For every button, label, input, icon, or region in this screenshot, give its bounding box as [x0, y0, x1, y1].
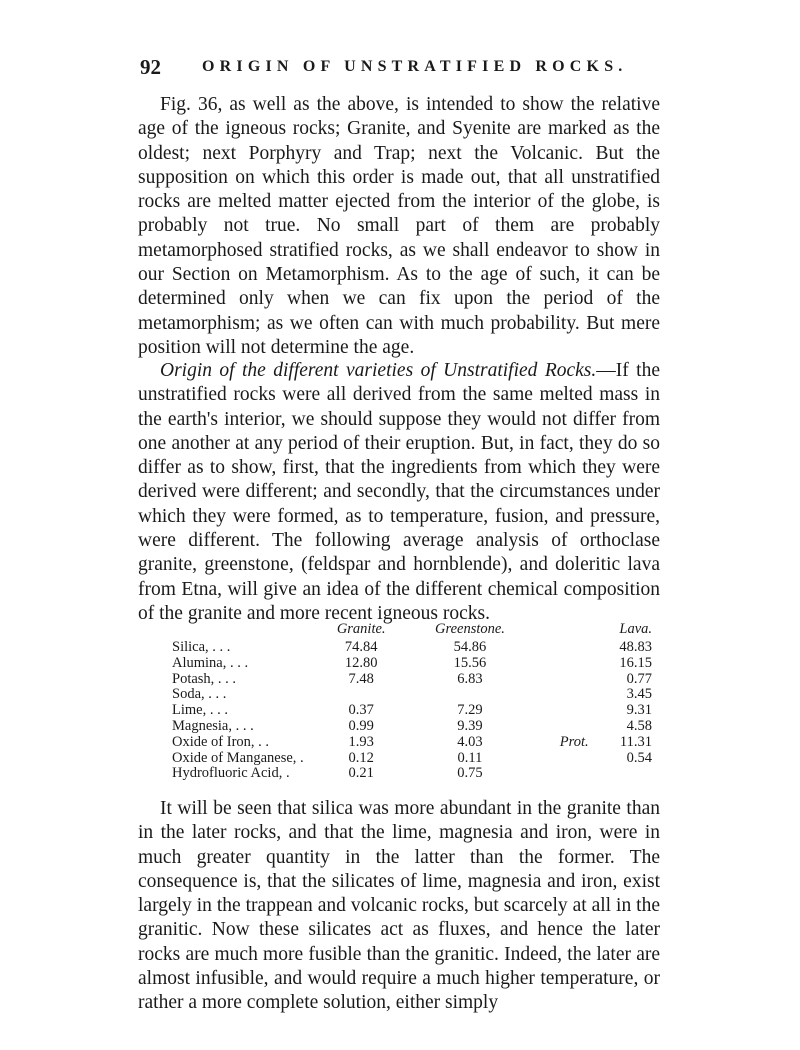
lava-value: 16.15 — [619, 654, 652, 671]
granite-value: 0.37 — [348, 702, 374, 719]
column-header-lava: Lava. — [619, 620, 652, 637]
column-header-greenstone: Greenstone. — [435, 620, 505, 637]
greenstone-value: 7.29 — [457, 702, 483, 719]
lava-value: 11.31 — [619, 733, 652, 750]
row-note — [539, 687, 592, 703]
lava-value: 4.58 — [626, 717, 652, 734]
granite-value: 0.21 — [348, 765, 374, 782]
column-header-note — [539, 620, 592, 640]
table-row — [172, 751, 652, 767]
greenstone-value: 54.86 — [453, 639, 487, 655]
table-header-row — [172, 620, 652, 640]
column-header-label — [172, 620, 322, 640]
page-number: 92 — [140, 55, 161, 79]
paragraph-text — [138, 359, 660, 626]
lava-value: 9.31 — [626, 702, 652, 719]
granite-value — [322, 687, 401, 703]
lava-value: 0.54 — [626, 749, 652, 766]
column-header-granite: Granite. — [336, 620, 386, 637]
section-heading: Origin of the different varieties of Unstratified Rocks. — [160, 360, 597, 381]
lava-value — [593, 766, 652, 782]
lava-value: 3.45 — [626, 686, 652, 703]
granite-value: 7.48 — [348, 670, 374, 687]
table-row — [172, 766, 652, 782]
granite-value: 1.93 — [348, 733, 374, 750]
paragraph-body: —If the unstratified rocks were all derived from the same melted mass in the earth's interior, we should suppose they would not differ from one another at any period of their eruption. But, in fact, they do so differ as to show, first, that the ingredients from which they were derived were different; and secondly, that the circumstances under which they were formed, as to temperature, fusion, and pressure, were different. The following average analysis of orthoclase granite, greenstone, (feldspar and hornblende), and doleritic lava from Etna, will give an idea of the different chemical composition of the granite and more recent igneous rocks. — [138, 360, 660, 624]
row-label: Hydrofluoric Acid, . — [172, 765, 290, 782]
row-label: Lime, . . . — [172, 702, 228, 719]
table-row — [172, 735, 652, 751]
composition-table — [172, 620, 652, 782]
row-label: Alumina, . . . — [172, 654, 249, 671]
row-note — [539, 719, 592, 735]
page-header — [140, 55, 680, 85]
table-row — [172, 672, 652, 688]
table-row — [172, 656, 652, 672]
row-label: Magnesia, . . . — [172, 717, 254, 734]
greenstone-value: 0.75 — [457, 765, 483, 782]
paragraph-silica-conclusion — [138, 797, 660, 1016]
granite-value: 0.12 — [348, 749, 374, 766]
granite-value: 12.80 — [344, 654, 378, 671]
granite-value: 0.99 — [348, 717, 374, 734]
row-label: Potash, . . . — [172, 670, 237, 687]
table-row — [172, 719, 652, 735]
row-note — [539, 656, 592, 672]
row-note — [539, 766, 592, 782]
row-note — [539, 640, 592, 656]
row-note: Prot. — [559, 733, 589, 750]
lava-value: 0.77 — [626, 670, 652, 687]
paragraph-text: Fig. 36, as well as the above, is intended to show the relative age of the igneous rocks; Granite, and Syenite are marked as the oldest; next Porphyry and Trap; next the Volcanic. But the supposition on which this order is made out, that all unstratified rocks are melted matter ejected from the interior of the globe, is probably not true. No small part of them are probably metamorphosed stratified rocks, as we shall endeavor to show in our Section on Metamorphism. As to the age of such, it can be determined only when we can fix upon the period of the metamorphism; as we often can with much probability. But mere position will not determine the age. — [138, 94, 660, 358]
greenstone-value — [401, 687, 539, 703]
paragraph-origin-varieties — [138, 359, 660, 626]
row-note — [539, 751, 592, 767]
row-label: Oxide of Iron, . . — [172, 733, 270, 750]
row-note — [539, 672, 592, 688]
paragraph-text: It will be seen that silica was more abundant in the granite than in the later rocks, and that the lime, magnesia and iron, were in much greater quantity in the latter than the former. The consequence is, that the silicates of lime, magnesia and iron, exist largely in the trappean and volcanic rocks, but scarcely at all in the granitic. Now these silicates act as fluxes, and hence the later rocks are much more fusible than the granitic. Indeed, the later are almost infusible, and would require a much higher temperature, or rather a more complete solution, either simply — [138, 798, 660, 1014]
table-row — [172, 703, 652, 719]
running-title: ORIGIN OF UNSTRATIFIED ROCKS. — [202, 58, 628, 75]
greenstone-value: 15.56 — [453, 654, 487, 671]
row-label: Soda, . . . — [172, 686, 227, 703]
lava-value: 48.83 — [619, 639, 652, 655]
row-label: Silica, . . . — [172, 639, 231, 655]
greenstone-value: 0.11 — [457, 749, 483, 766]
row-label: Oxide of Manganese, . — [172, 749, 304, 766]
table-row — [172, 687, 652, 703]
table-row — [172, 640, 652, 656]
granite-value: 74.84 — [344, 639, 378, 655]
greenstone-value: 9.39 — [457, 717, 483, 734]
paragraph-relative-age — [138, 93, 660, 360]
greenstone-value: 4.03 — [457, 733, 483, 750]
greenstone-value: 6.83 — [457, 670, 483, 687]
row-note — [539, 703, 592, 719]
